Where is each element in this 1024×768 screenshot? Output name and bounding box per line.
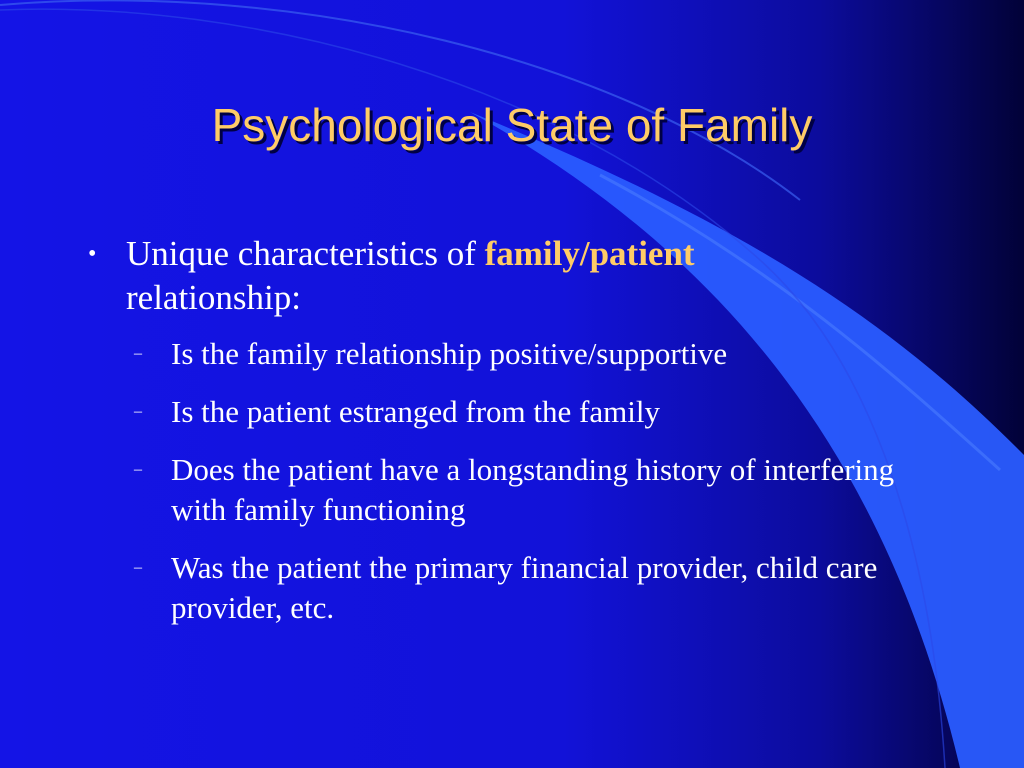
sub-bullet-item [134,548,938,628]
bullet-item [88,232,938,320]
sub-bullet-text: Is the family relationship positive/supportive [171,336,728,371]
dash-icon: – [134,461,142,478]
sub-bullet-item [134,392,938,432]
sub-bullet-text: Does the patient have a longstanding history of interfering with family functioning [171,452,895,527]
bullet-text-start: Unique characteristics of [126,234,485,273]
slide-content [88,232,938,646]
dash-icon: – [134,345,142,362]
bullet-emphasis: family/patient [484,234,695,273]
bullet-dot-icon: • [88,241,97,267]
sub-bullet-list [134,334,938,628]
sub-bullet-text: Was the patient the primary financial provider, child care provider, etc. [171,550,878,625]
bullet-text-end: relationship: [126,278,301,317]
slide-title: Psychological State of Family [211,99,813,151]
sub-bullet-text: Is the patient estranged from the family [171,394,660,429]
sub-bullet-item [134,450,938,530]
dash-icon: – [134,403,142,420]
sub-bullet-item [134,334,938,374]
dash-icon: – [134,559,142,576]
